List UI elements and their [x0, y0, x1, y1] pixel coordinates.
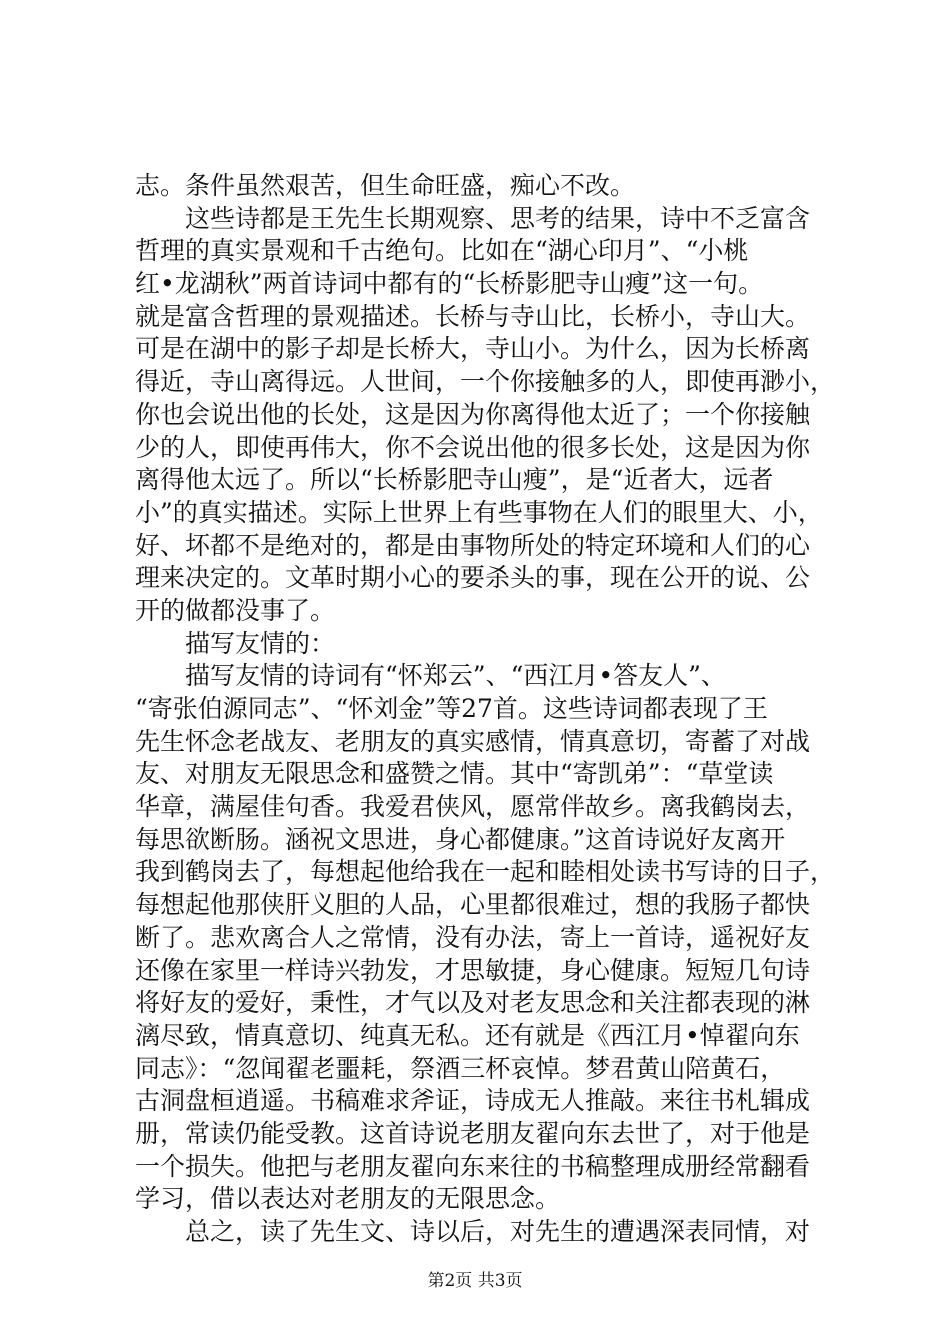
text-line: 开的做都没事了。 [135, 595, 336, 625]
text-line: 总之，读了先生文、诗以后，对先生的遭遇深表同情，对 [185, 1217, 811, 1246]
text-line: 每思欲断肠。涵祝文思进，身心都健康。”这首诗说好友离开 [135, 824, 786, 854]
text-line: 描写友情的诗词有“怀郑云”、“西江月•答友人”、 [185, 661, 726, 691]
page-footer: 第2页 共3页 [427, 1271, 523, 1291]
text-line: 断了。悲欢离合人之常情，没有办法，寄上一首诗，遥祝好友 [135, 922, 811, 952]
document-body [135, 170, 835, 1249]
text-line: 小”的真实描述。实际上世界上有些事物在人们的眼里大、小， [135, 497, 823, 527]
text-line: 理来决定的。文革时期小心的要杀头的事，现在公开的说、公 [135, 563, 811, 593]
text-line: 离得他太远了。所以“长桥影肥寺山瘦”，是“近者大，远者 [135, 465, 774, 495]
text-line: 好、坏都不是绝对的，都是由事物所处的特定环境和人们的心 [135, 530, 811, 560]
text-line: 还像在家里一样诗兴勃发，才思敏捷，身心健康。短短几句诗 [135, 955, 811, 985]
text-line: 得近，寺山离得远。人世间，一个你接触多的人，即使再渺小， [135, 367, 835, 397]
section-heading: 描写友情的： [185, 628, 336, 658]
text-line: 我到鹤岗去了，每想起他给我在一起和睦相处读书写诗的日子， [135, 857, 835, 887]
text-line: 华章，满屋佳句香。我爱君侠风，愿常伴故乡。离我鹤岗去， [135, 792, 811, 822]
text-line: 哲理的真实景观和千古绝句。比如在“湖心印月”、“小桃 [135, 236, 749, 266]
text-line: 志。条件虽然艰苦，但生命旺盛，痴心不改。 [135, 171, 636, 200]
text-line: 古洞盘桓逍遥。书稿难求斧证，诗成无人推敲。来往书札辑成 [135, 1086, 811, 1116]
text-line: “寄张伯源同志”、“怀刘金”等27首。这些诗词都表现了王 [135, 694, 768, 723]
text-line: 同志》：“忽闻翟老噩耗，祭酒三杯哀悼。梦君黄山陪黄石， [135, 1053, 786, 1083]
text-line: 学习，借以表达对老朋友的无限思念。 [135, 1184, 561, 1214]
text-line: 红•龙湖秋”两首诗词中都有的“长桥影肥寺山瘦”这一句。 [135, 269, 764, 299]
text-line: 一个损失。他把与老朋友翟向东来往的书稿整理成册经常翻看 [135, 1151, 811, 1181]
text-line: 册，常读仍能受教。这首诗说老朋友翟向东去世了，对于他是 [135, 1118, 811, 1148]
text-line: 每想起他那侠肝义胆的人品，心里都很难过，想的我肠子都快 [135, 890, 811, 920]
text-line: 可是在湖中的影子却是长桥大，寺山小。为什么，因为长桥离 [135, 334, 811, 364]
text-line: 先生怀念老战友、老朋友的真实感情，情真意切，寄蓄了对战 [135, 726, 811, 756]
text-line: 少的人，即使再伟大，你不会说出他的很多长处，这是因为你 [135, 432, 811, 462]
text-line: 友、对朋友无限思念和盛赞之情。其中“寄凯弟”：“草堂读 [135, 759, 774, 789]
text-line: 你也会说出他的长处，这是因为你离得他太近了；一个你接触 [135, 399, 811, 429]
text-line: 这些诗都是王先生长期观察、思考的结果，诗中不乏富含 [185, 203, 811, 233]
text-line: 漓尽致，情真意切、纯真无私。还有就是《西江月•悼翟向东 [135, 1020, 800, 1050]
text-line: 将好友的爱好，秉性，才气以及对老友思念和关注都表现的淋 [135, 988, 811, 1018]
text-line: 就是富含哲理的景观描述。长桥与寺山比，长桥小，寺山大。 [135, 301, 811, 331]
